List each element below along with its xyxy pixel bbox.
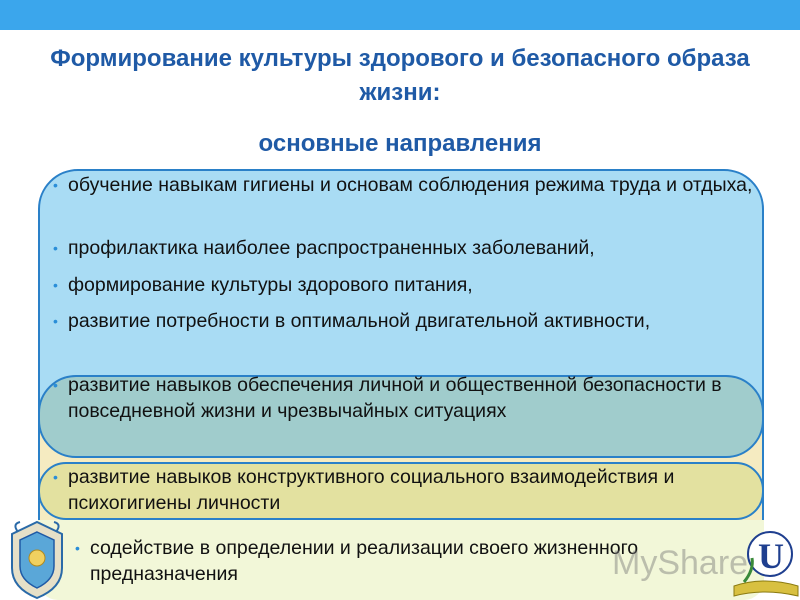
- watermark: MyShare: [612, 544, 749, 582]
- slide-subtitle: основные направления: [258, 130, 542, 157]
- list-item: • профилактика наиболее распространенных заболеваний,: [53, 237, 595, 259]
- list-item: • развитие навыков конструктивного социального взаимодействия и психогигиены личности: [53, 466, 675, 514]
- bullet-icon: •: [53, 177, 58, 193]
- list-item: • формирование культуры здорового питания,: [53, 274, 473, 296]
- svg-text:U: U: [758, 536, 784, 576]
- bullet-icon: •: [53, 469, 58, 485]
- slide-title: Формирование культуры здорового и безопасного образа жизни:: [50, 45, 750, 106]
- list-item: • развитие навыков обеспечения личной и общественной безопасности в повседневной жизни и чрезвычайных ситуациях: [53, 374, 722, 422]
- bullet-icon: •: [53, 377, 58, 393]
- university-logo-icon: [728, 528, 800, 600]
- bullet-icon: •: [53, 313, 58, 329]
- bullet-icon: •: [75, 540, 80, 556]
- list-item: • содействие в определении и реализации своего жизненного предназначения: [75, 537, 639, 585]
- bullet-icon: •: [53, 240, 58, 256]
- coat-of-arms-icon: [6, 518, 68, 600]
- list-item: • обучение навыкам гигиены и основам соблюдения режима труда и отдыха,: [53, 174, 753, 196]
- bullet-icon: •: [53, 277, 58, 293]
- list-item: • развитие потребности в оптимальной двигательной активности,: [53, 310, 651, 332]
